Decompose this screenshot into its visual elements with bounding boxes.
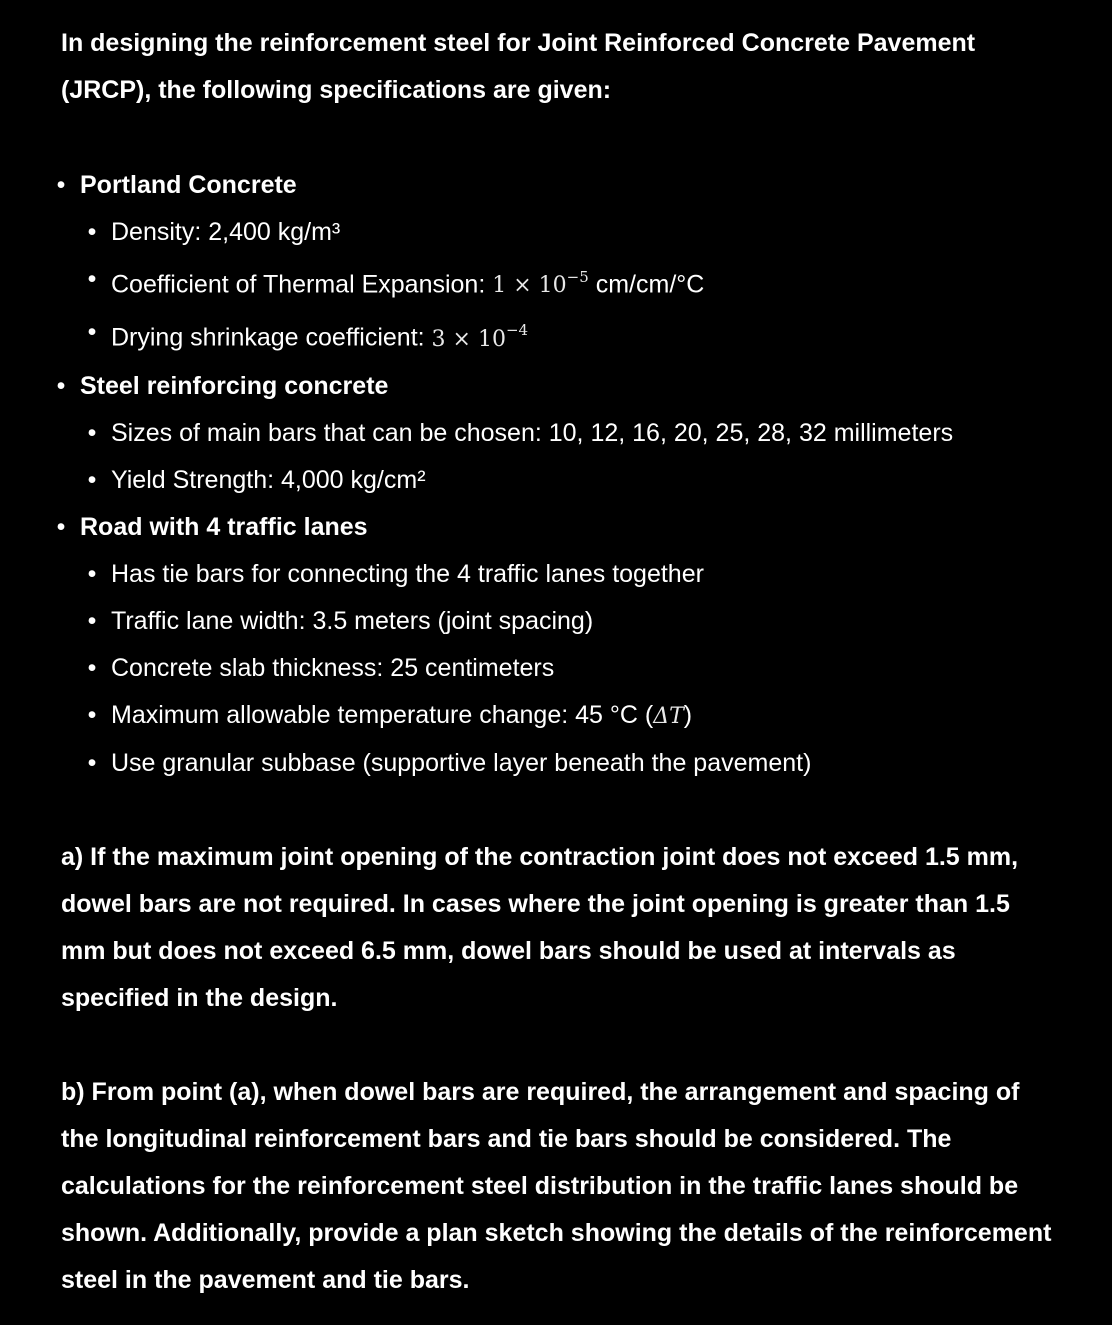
bullet-icon: •	[87, 465, 97, 494]
bullet-icon: •	[87, 418, 97, 447]
section-steel-reinforcing	[56, 363, 1061, 504]
specification-list	[56, 162, 1061, 787]
item-suffix: )	[683, 700, 693, 729]
list-item	[61, 256, 1061, 309]
item-text: Concrete slab thickness: 25 centimeters	[111, 653, 555, 682]
bullet-icon: •	[87, 700, 97, 729]
item-text: Drying shrinkage coefficient:	[111, 323, 432, 352]
section-heading: Steel reinforcing concrete	[80, 371, 389, 400]
question-b: b) From point (a), when dowel bars are required, the arrangement and spacing of the longitudinal reinforcement bars and tie bars should be considered. The calculations for the reinforcement steel distribution in the traffic lanes should be shown. Additionally, provide a plan sketch showing the details of the reinforcement steel in the pavement and tie bars.	[61, 1077, 1052, 1294]
math-delta-t: ΔT	[653, 703, 684, 729]
bullet-icon: •	[56, 512, 66, 541]
section-road-traffic-lanes	[56, 504, 1061, 787]
bullet-icon: •	[87, 606, 97, 635]
item-suffix: cm/cm/°C	[588, 270, 705, 299]
section-portland-concrete	[56, 162, 1061, 363]
problem-document	[56, 20, 1061, 1304]
intro-paragraph: In designing the reinforcement steel for Joint Reinforced Concrete Pavement (JRCP), the following specifications are given:	[61, 29, 976, 104]
item-text: Maximum allowable temperature change: 45 °C (	[111, 700, 654, 729]
item-text: Traffic lane width: 3.5 meters (joint spacing)	[111, 606, 594, 635]
list-item	[61, 457, 1061, 504]
list-item	[61, 598, 1061, 645]
math-expression: $3 \times 10^{-4}$	[431, 321, 529, 352]
bullet-icon: •	[87, 559, 97, 588]
item-text: Use granular subbase (supportive layer beneath the pavement)	[111, 748, 812, 777]
section-heading: Road with 4 traffic lanes	[80, 512, 368, 541]
bullet-icon: •	[87, 653, 97, 682]
bullet-icon: •	[87, 218, 97, 246]
math-expression: $1 \times 10^{-5}$	[492, 268, 589, 299]
item-text: Has tie bars for connecting the 4 traffic lanes together	[111, 559, 704, 588]
bullet-icon: •	[87, 265, 97, 293]
list-item	[61, 692, 1061, 740]
question-a: a) If the maximum joint opening of the contraction joint does not exceed 1.5 mm, dowel bars are not required. In cases where the joint opening is greater than 1.5 mm but does not exceed 6.5 mm, dowel bars should be used at intervals as specified in the design.	[61, 842, 1019, 1012]
item-text: Coefficient of Thermal Expansion:	[111, 270, 493, 299]
list-item	[61, 309, 1061, 362]
list-item	[61, 551, 1061, 598]
item-text: Yield Strength: 4,000 kg/cm²	[111, 465, 426, 494]
section-heading: Portland Concrete	[80, 171, 297, 199]
bullet-icon: •	[87, 748, 97, 777]
item-text: Sizes of main bars that can be chosen: 10, 12, 16, 20, 25, 28, 32 millimeters	[111, 418, 954, 447]
list-item	[61, 645, 1061, 692]
item-text: Density: 2,400 kg/m³	[111, 218, 341, 246]
bullet-icon: •	[87, 318, 97, 347]
list-item	[61, 410, 1061, 457]
bullet-icon: •	[56, 371, 66, 400]
bullet-icon: •	[56, 171, 66, 199]
list-item	[61, 740, 1061, 787]
list-item	[61, 209, 1061, 256]
